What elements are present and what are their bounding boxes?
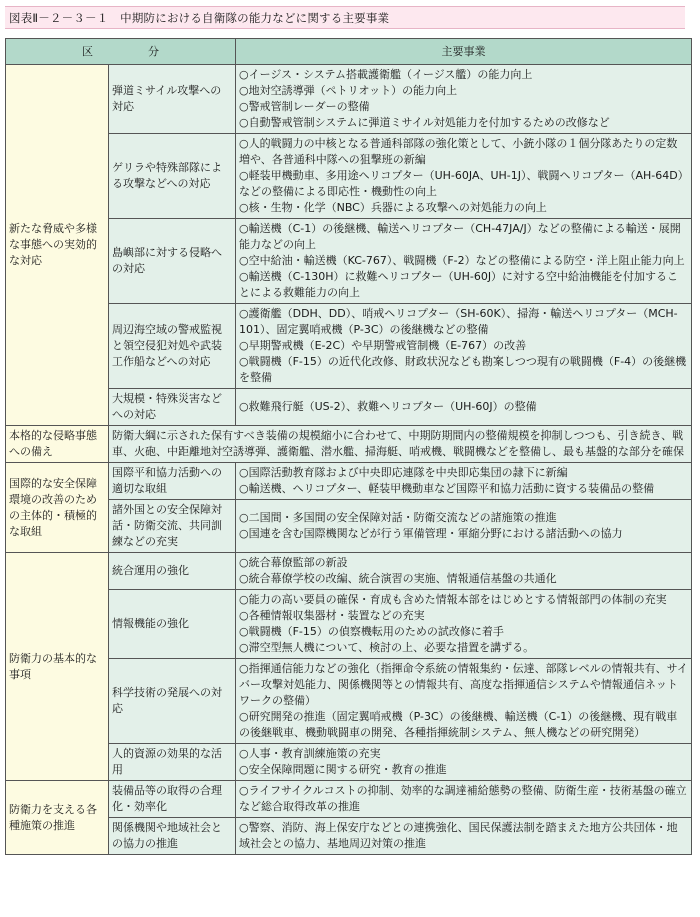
list-item: ○自動警戒管制システムに弾道ミサイル対処能力を付加するための改修など bbox=[239, 116, 610, 129]
table-row bbox=[6, 389, 692, 426]
list-item: ○地対空誘導弾（ペトリオット）の能力向上 bbox=[239, 84, 458, 97]
list-item: ○イージス・システム搭載護衛艦（イージス艦）の能力向上 bbox=[239, 68, 533, 81]
content-cell bbox=[236, 744, 692, 781]
list-item: ○空中給油・輸送機（KC-767）、戦闘機（F-2）などの整備による防空・洋上阻止能力向上 bbox=[239, 254, 685, 267]
table-row bbox=[6, 818, 692, 855]
category-cell: 国際的な安全保障環境の改善のための主体的・積極的な取組 bbox=[6, 463, 109, 553]
list-item: ○指揮通信能力などの強化（指揮命令系統の情報集約・伝達、部隊レベルの情報共有、サイバー攻撃対処能力、関係機関等との情報共有、高度な指揮通信システムや情報通信ネットワークの整備） bbox=[239, 662, 688, 707]
table-row bbox=[6, 553, 692, 590]
content-cell bbox=[236, 659, 692, 744]
table-row bbox=[6, 219, 692, 304]
list-item: ○輸送機、ヘリコプター、軽装甲機動車など国際平和協力活動に資する装備品の整備 bbox=[239, 482, 655, 495]
content-cell bbox=[236, 553, 692, 590]
category-cell: 防衛力を支える各種施策の推進 bbox=[6, 781, 109, 855]
list-item: ○警戒管制レーダーの整備 bbox=[239, 100, 370, 113]
content-cell bbox=[236, 65, 692, 134]
content-cell bbox=[236, 389, 692, 426]
list-item: ○輸送機（C-1）の後継機、輸送ヘリコプター（CH-47JA/J）などの整備による輸送・展開能力などの向上 bbox=[239, 222, 681, 251]
list-item: ○救難飛行艇（US-2）、救難ヘリコプター（UH-60J）の整備 bbox=[239, 400, 537, 413]
subcategory-cell: 島嶼部に対する侵略への対応 bbox=[109, 219, 236, 304]
table-row bbox=[6, 744, 692, 781]
list-item: ○統合幕僚監部の新設 bbox=[239, 556, 348, 569]
list-item: ○警察、消防、海上保安庁などとの連携強化、国民保護法制を踏まえた地方公共団体・地域社会との協力、基地周辺対策の推進 bbox=[239, 821, 678, 850]
table-row bbox=[6, 781, 692, 818]
subcategory-cell: 情報機能の強化 bbox=[109, 590, 236, 659]
content-cell: 防衛大綱に示された保有すべき装備の規模縮小に合わせて、中期防期間内の整備規模を抑制しつつも、引き続き、戦車、火砲、中距離地対空誘導弾、護衛艦、潜水艦、掃海艇、哨戒機、戦闘機などを整備し、最も基盤的な部分を確保 bbox=[109, 426, 692, 463]
list-item: ○ライフサイクルコストの抑制、効率的な調達補給態勢の整備、防衛生産・技術基盤の確立など総合取得改革の推進 bbox=[239, 784, 687, 813]
content-cell bbox=[236, 463, 692, 500]
header-kubun: 区 分 bbox=[6, 39, 236, 65]
table-row bbox=[6, 426, 692, 463]
category-cell: 本格的な侵略事態への備え bbox=[6, 426, 109, 463]
main-table bbox=[5, 38, 692, 855]
subcategory-cell: 国際平和協力活動への適切な取組 bbox=[109, 463, 236, 500]
content-cell bbox=[236, 818, 692, 855]
table-row bbox=[6, 659, 692, 744]
subcategory-cell: 関係機関や地域社会との協力の推進 bbox=[109, 818, 236, 855]
list-item: ○国際活動教育隊および中央即応連隊を中央即応集団の隷下に新編 bbox=[239, 466, 568, 479]
subcategory-cell: 人的資源の効果的な活用 bbox=[109, 744, 236, 781]
list-item: ○戦闘機（F-15）の近代化改修、財政状況なども勘案しつつ現有の戦闘機（F-4）の後継機を整備 bbox=[239, 355, 687, 384]
table-row bbox=[6, 463, 692, 500]
content-cell bbox=[236, 781, 692, 818]
table-row bbox=[6, 304, 692, 389]
list-item: ○人的戦闘力の中核となる普通科部隊の強化策として、小銃小隊の１個分隊あたりの定数増や、各普通科中隊への狙撃班の新編 bbox=[239, 137, 678, 166]
category-cell: 防衛力の基本的な事項 bbox=[6, 553, 109, 781]
list-item: ○護衛艦（DDH、DD）、哨戒ヘリコプター（SH-60K）、掃海・輸送ヘリコプター（MCH-101）、固定翼哨戒機（P-3C）の後継機などの整備 bbox=[239, 307, 678, 336]
list-item: ○軽装甲機動車、多用途ヘリコプター（UH-60JA、UH-1J）、戦闘ヘリコプター（AH-64D）などの整備による即応性・機動性の向上 bbox=[239, 169, 684, 198]
list-item: ○人事・教育訓練施策の充実 bbox=[239, 747, 381, 760]
subcategory-cell: 科学技術の発展への対応 bbox=[109, 659, 236, 744]
content-cell bbox=[236, 500, 692, 553]
table-row bbox=[6, 134, 692, 219]
content-cell bbox=[236, 219, 692, 304]
table-row bbox=[6, 500, 692, 553]
header-shuyo-jigyo: 主要事業 bbox=[236, 39, 692, 65]
list-item: ○各種情報収集器材・装置などの充実 bbox=[239, 609, 425, 622]
category-cell: 新たな脅威や多様な事態への実効的な対応 bbox=[6, 65, 109, 426]
subcategory-cell: 弾道ミサイル攻撃への対応 bbox=[109, 65, 236, 134]
list-item: ○研究開発の推進（固定翼哨戒機（P-3C）の後継機、輸送機（C-1）の後継機、現有戦車の後継戦車、機動戦闘車の開発、各種指揮統制システム、無人機などの研究開発） bbox=[239, 710, 678, 739]
list-item: ○滞空型無人機について、検討の上、必要な措置を講ずる。 bbox=[239, 641, 535, 654]
list-item: ○二国間・多国間の安全保障対話・防衛交流などの諸施策の推進 bbox=[239, 511, 557, 524]
header-row bbox=[6, 39, 692, 65]
content-cell bbox=[236, 134, 692, 219]
subcategory-cell: ゲリラや特殊部隊による攻撃などへの対応 bbox=[109, 134, 236, 219]
table-title: 図表Ⅱ－２－３－１ 中期防における自衛隊の能力などに関する主要事業 bbox=[9, 11, 390, 25]
list-item: ○核・生物・化学（NBC）兵器による攻撃への対処能力の向上 bbox=[239, 201, 547, 214]
subcategory-cell: 統合運用の強化 bbox=[109, 553, 236, 590]
list-item: ○戦闘機（F-15）の偵察機転用のための試改修に着手 bbox=[239, 625, 504, 638]
subcategory-cell: 大規模・特殊災害などへの対応 bbox=[109, 389, 236, 426]
list-item: ○早期警戒機（E-2C）や早期警戒管制機（E-767）の改善 bbox=[239, 339, 527, 352]
table-row bbox=[6, 65, 692, 134]
list-item: ○輸送機（C-130H）に救難ヘリコプター（UH-60J）に対する空中給油機能を付加することによる救難能力の向上 bbox=[239, 270, 679, 299]
list-item: ○安全保障問題に関する研究・教育の推進 bbox=[239, 763, 447, 776]
content-cell bbox=[236, 304, 692, 389]
list-item: ○統合幕僚学校の改編、統合演習の実施、情報通信基盤の共通化 bbox=[239, 572, 557, 585]
list-item: ○国連を含む国際機関などが行う軍備管理・軍縮分野における諸活動への協力 bbox=[239, 527, 623, 540]
subcategory-cell: 諸外国との安全保障対話・防衛交流、共同訓練などの充実 bbox=[109, 500, 236, 553]
list-item: ○能力の高い要員の確保・育成も含めた情報本部をはじめとする情報部門の体制の充実 bbox=[239, 593, 667, 606]
table-row bbox=[6, 590, 692, 659]
subcategory-cell: 周辺海空域の警戒監視と領空侵犯対処や武装工作船などへの対応 bbox=[109, 304, 236, 389]
subcategory-cell: 装備品等の取得の合理化・効率化 bbox=[109, 781, 236, 818]
content-cell bbox=[236, 590, 692, 659]
title-bar bbox=[5, 6, 685, 29]
